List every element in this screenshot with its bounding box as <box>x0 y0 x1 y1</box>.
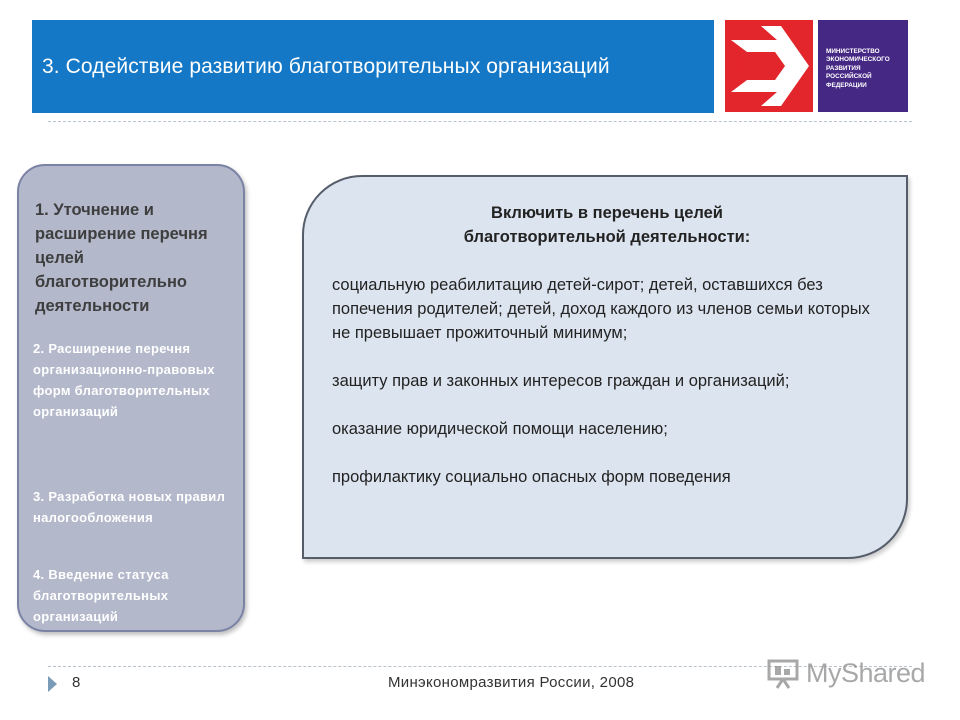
goals-heading <box>304 201 910 249</box>
goals-heading-line-2: благотворительной деятельности: <box>463 228 751 246</box>
goals-heading-line-1: Включить в перечень целей <box>491 204 723 222</box>
goal-paragraph: оказание юридической помощи населению; <box>332 420 668 438</box>
watermark-text: MyShared <box>806 657 926 688</box>
ministry-line: ФЕДЕРАЦИИ <box>826 81 867 89</box>
header-divider <box>48 121 912 122</box>
charity-goals-panel <box>302 175 908 559</box>
ministry-line: РОССИЙСКОЙ <box>826 73 872 81</box>
ministry-arrow-logo-icon <box>725 20 813 112</box>
title-bar <box>32 20 714 113</box>
ministry-line: ЭКОНОМИЧЕСКОГО <box>826 56 890 64</box>
arrow-logo-icon <box>725 20 813 112</box>
measure-item-1: 1. Уточнение и расширение перечня целей благотворительно деятельности <box>35 201 208 315</box>
goal-paragraph: защиту прав и законных интересов граждан и организаций; <box>332 372 790 390</box>
measure-item-2: 2. Расширение перечня организационно-правовых форм благотворительных организаций <box>33 341 215 419</box>
page-number: 8 <box>72 674 81 691</box>
goals-list <box>332 273 872 489</box>
goal-paragraph: социальную реабилитацию детей-сирот; детей, оставшихся без попечения родителей; детей, доход каждого из членов семьи которых не превышает прожиточный минимум; <box>332 276 870 342</box>
watermark <box>766 657 925 689</box>
footer-text: Минэкономразвития России, 2008 <box>388 674 635 691</box>
presentation-board-icon <box>766 657 802 689</box>
footer-triangle-icon <box>48 676 57 692</box>
goal-paragraph: профилактику социально опасных форм поведения <box>332 468 731 486</box>
ministry-line: РАЗВИТИЯ <box>826 64 861 72</box>
page-title: 3. Содействие развитию благотворительных организаций <box>42 54 610 78</box>
ministry-logo-text <box>818 20 908 112</box>
ministry-line: МИНИСТЕРСТВО <box>826 48 880 55</box>
measure-item-3: 3. Разработка новых правил налогообложения <box>33 489 226 525</box>
measure-item-4: 4. Введение статуса благотворительных организаций <box>33 567 169 624</box>
measures-list-panel <box>17 164 245 632</box>
